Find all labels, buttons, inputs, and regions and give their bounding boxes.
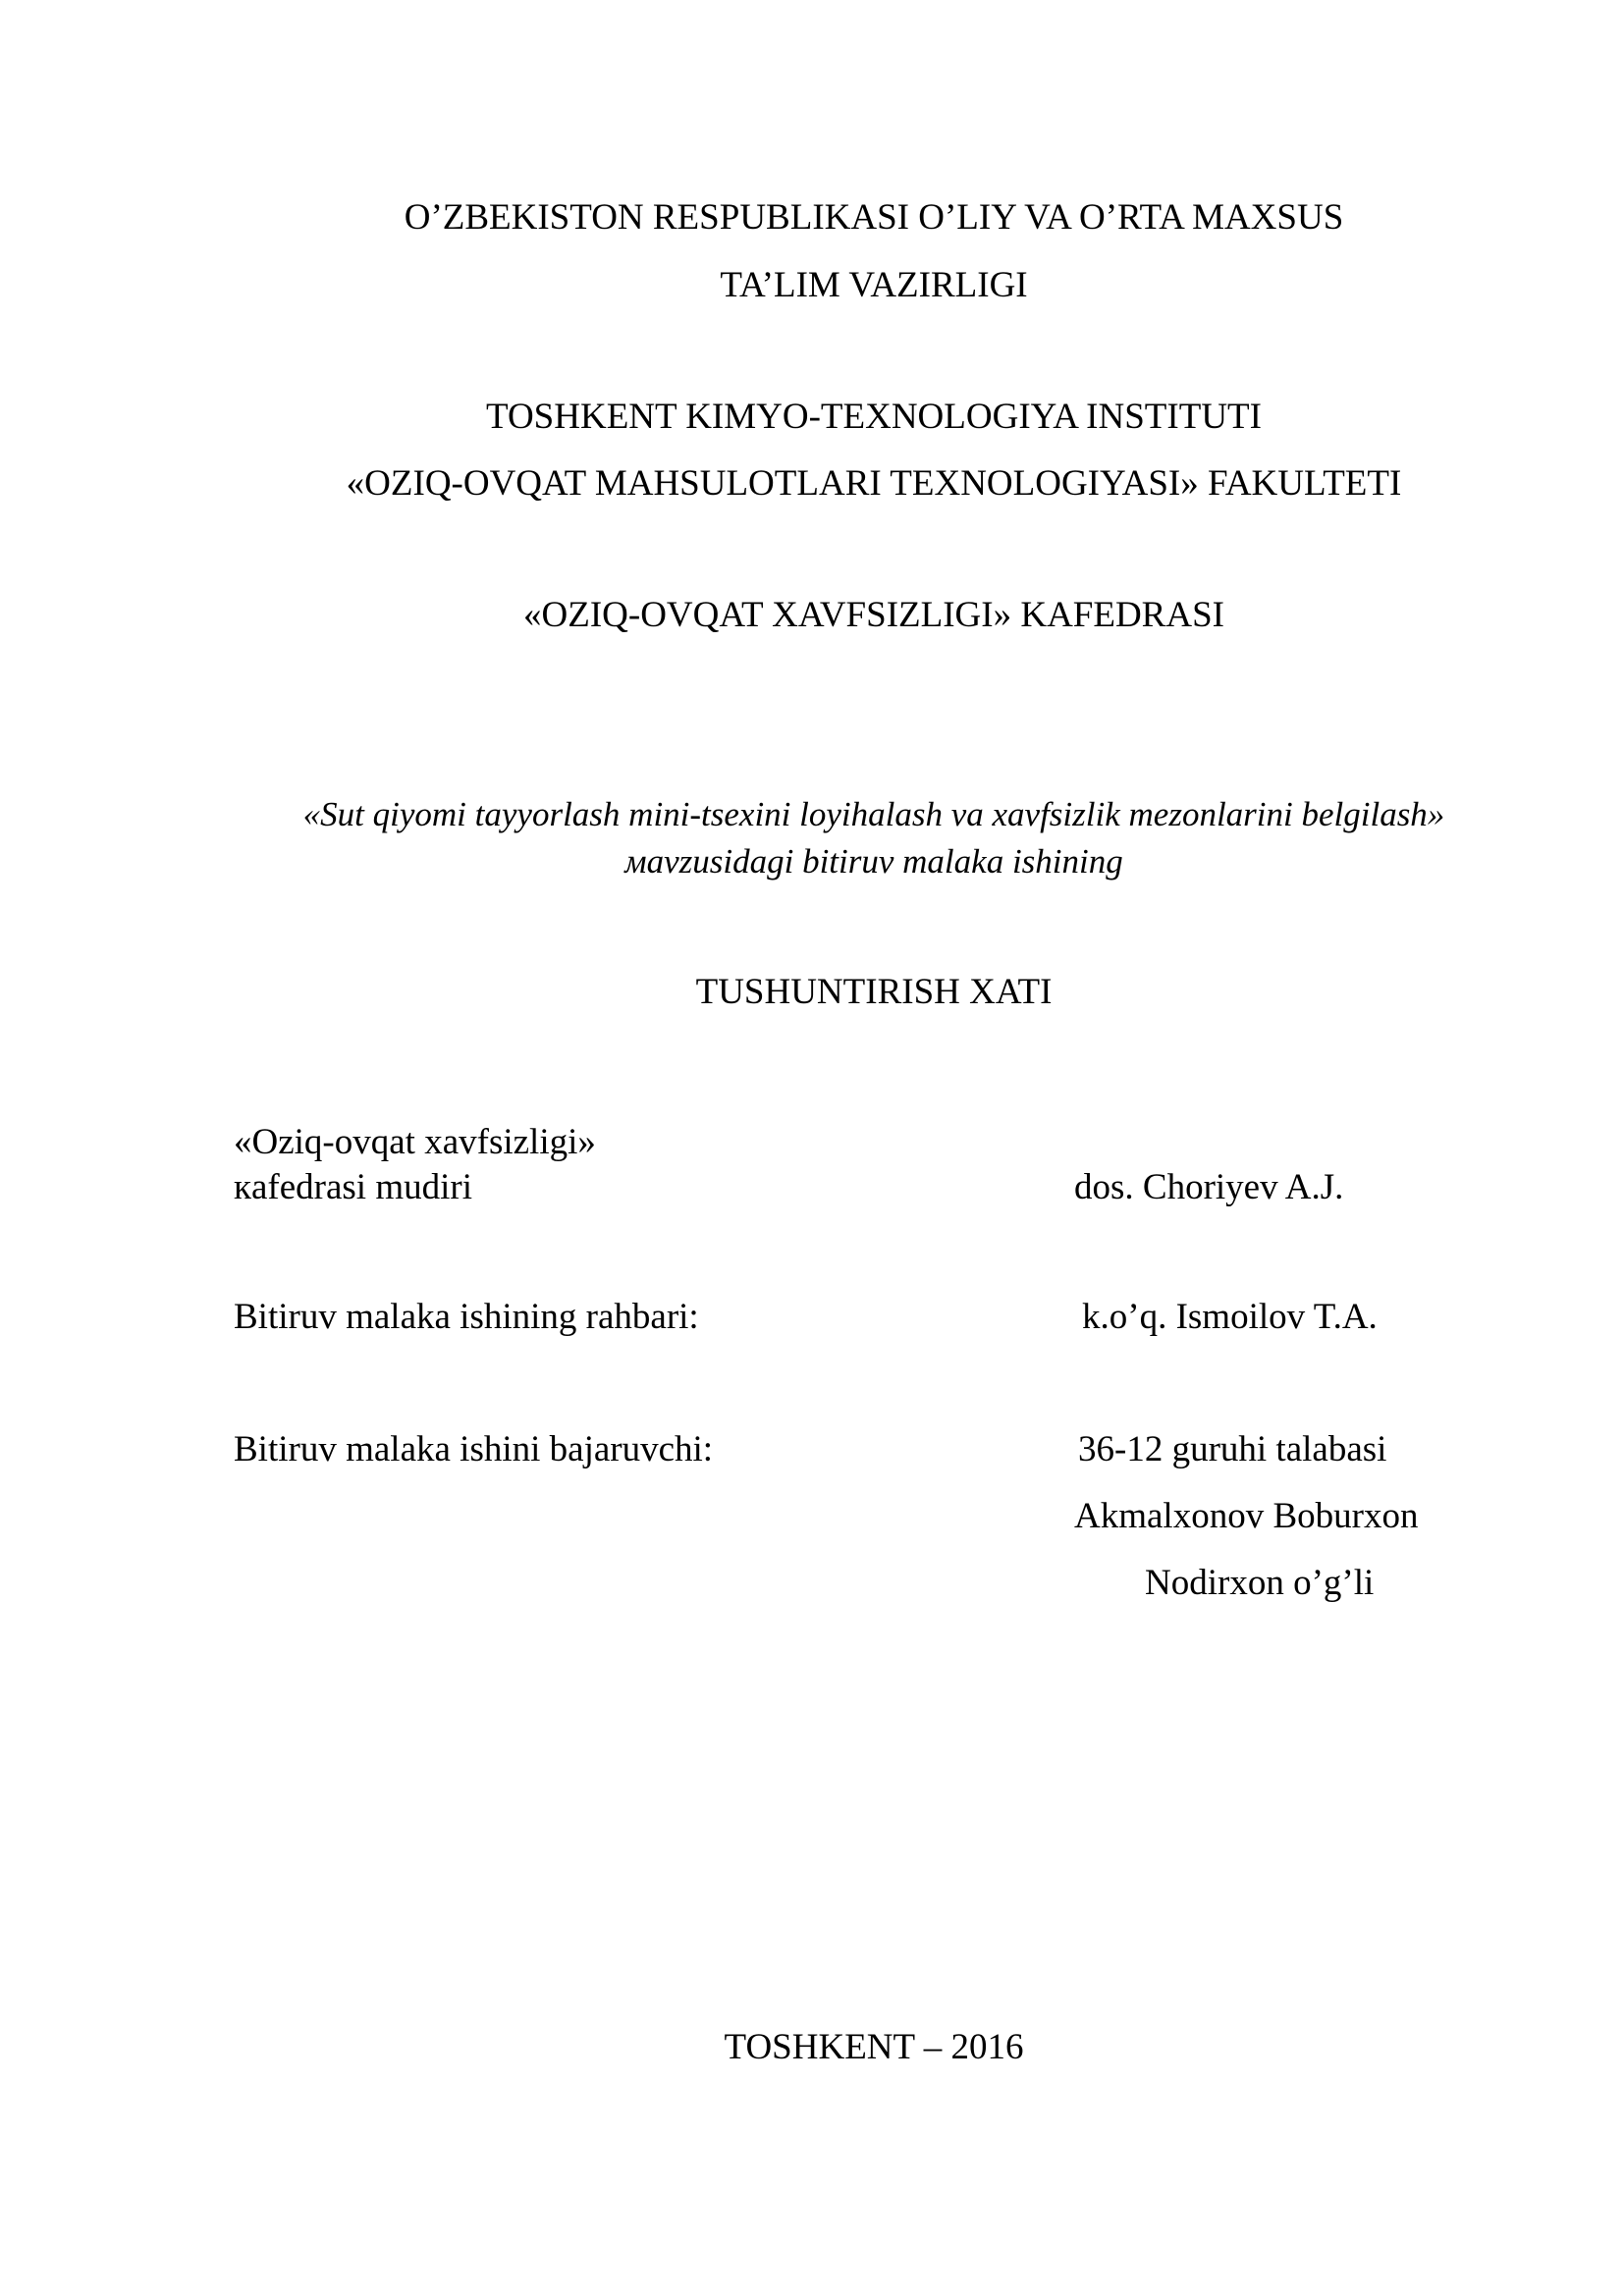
ministry-line-2: TA’LIM VAZIRLIGI (720, 265, 1028, 305)
topic-line-2: мavzusidagi bitiruv malaka ishining (624, 842, 1123, 881)
ministry-line-1: O’ZBEKISTON RESPUBLIKASI O’LIY VA O’RTA MAXSUS (404, 197, 1344, 238)
city-year: TOSHKENT – 2016 (724, 2027, 1024, 2067)
head-label-line-2: кafedrasi mudiri (234, 1167, 472, 1207)
student-name-line-2: Nodirxon o’g’li (1145, 1563, 1375, 1603)
document-title: TUSHUNTIRISH XATI (695, 972, 1053, 1012)
head-label-line-1: «Oziq-ovqat xavfsizligi» (234, 1122, 596, 1162)
supervisor-label: Bitiruv malaka ishining rahbari: (234, 1297, 699, 1337)
supervisor-name: k.o’q. Ismoilov T.A. (1082, 1297, 1378, 1337)
student-group: 36-12 guruhi talabasi (1078, 1429, 1387, 1469)
head-name: dos. Choriyev A.J. (1074, 1167, 1344, 1207)
faculty-name: «OZIQ-OVQAT MAHSULOTLARI TEXNOLOGIYASI» FAKULTETI (346, 463, 1402, 504)
institute-name: TOSHKENT KIMYO-TEXNOLOGIYA INSTITUTI (486, 397, 1262, 437)
topic-line-1: «Sut qiyomi tayyorlash mini-tsexini loyihalash va xavfsizlik mezonlarini belgilash» (302, 795, 1445, 833)
student-label: Bitiruv malaka ishini bajaruvchi: (234, 1429, 714, 1469)
department-name: «OZIQ-OVQAT XAVFSIZLIGI» KAFEDRASI (523, 595, 1224, 635)
student-name-line-1: Akmalxonov Boburxon (1074, 1496, 1419, 1536)
